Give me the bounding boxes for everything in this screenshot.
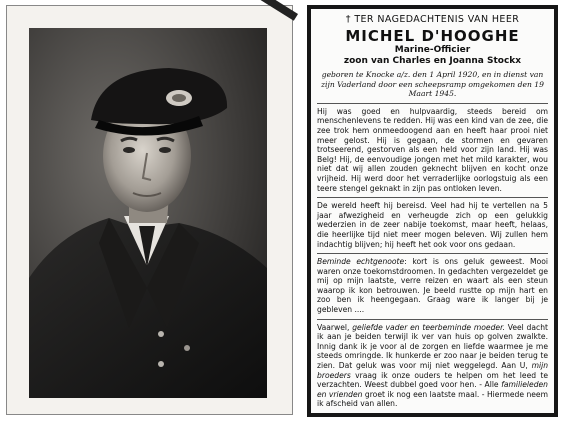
paragraph-3-lead: Beminde echtgenoote [317, 257, 405, 267]
paragraph-4-body-c: groet ik nog een laatste maal. - Hiermede neem ik afscheid van allen. [317, 389, 549, 409]
paragraph-3 [317, 257, 548, 315]
divider [317, 103, 548, 104]
portrait-photo [29, 28, 267, 398]
paragraph-1: Hij was goed en hulpvaardig, steeds bereid om menschenlevens te redden. Hij was een kind van de zee, die zee trok hem onmeedoogend aan en heeft haar prooi niet meer gelost. Hij is gegaan, de stormen en gevaren trotseerend, gestorven als een held voor zijn land. Hij was Belg! Hij, de eenvoudige jongen met het mild karakter, wou niet dat wij allen zouden geknecht blijven en kocht onze vrijheid. Hij werd door het verraderlijke oorlogstuig als een teere stengel geknakt in zijn pas ontloken leven. [317, 106, 548, 193]
memorial-header: † TER NAGEDACHTENIS VAN HEER [345, 14, 520, 25]
birth-death-line: geboren te Knocke a/z. den 1 April 1920, en in dienst van zijn Vaderland door een scheepsramp omgekomen den 19 Maart 1945. [321, 70, 544, 99]
divider [317, 253, 548, 254]
paragraph-4-body: Veel dacht ik aan je beiden terwijl ik ver van huis op golven zwalkte. Innig dank ik je voor al de zorgen en liefde waarmee je me steeds omringde. Ik hunkerde er zoo naar je beiden terug te zien. Dat geluk was voor mij niet weggelegd. Aan U, [317, 322, 548, 371]
divider [317, 197, 548, 198]
paragraph-2: De wereld heeft hij bereisd. Veel had hij te vertellen na 5 jaar afwezigheid en verheugde zich op een gelukkig wederzien in de zeer nabije toekomst, maar heeft, helaas, die heerlijke tijd niet meer mogen beleven. Wij zullen hem indachtig blijven; hij heeft het ook voor ons gedaan. [317, 201, 548, 249]
paragraph-4-brothers: mijn broeders [317, 361, 549, 380]
paragraph-4 [317, 323, 548, 409]
paragraph-4-family: familieleden en vrienden [317, 380, 548, 399]
rank-title: Marine-Officier [394, 45, 471, 55]
paragraph-3-body: : kort is ons geluk geweest. Mooi waren onze toekomstdroomen. In gedachten vergezeldet ge mij op mijn laatste, verre reizen en waart als een steun waarop ik kon betrouwen. Je beeld rustte op mijn hart en zoo ben ik heengegaan. Graag ware ik langer bij je gebleven .... [317, 257, 548, 315]
photo-corner-strip [243, 0, 298, 21]
photo-card [6, 5, 293, 415]
deceased-name: MICHEL D'HOOGHE [345, 27, 520, 45]
paragraph-4-body-b: vraag ik onze ouders te helpen om het leed te verzachten. Weest dubbel goed voor hen. - Alle [317, 370, 548, 390]
paragraph-4-lead: geliefde vader en teerbeminde moeder. [352, 322, 505, 332]
parents-line: zoon van Charles en Joanna Stockx [343, 56, 522, 66]
memorial-text-card [307, 5, 558, 417]
divider [317, 319, 548, 320]
paragraph-4-start: Vaarwel, [317, 322, 350, 332]
portrait-illustration [29, 28, 267, 398]
